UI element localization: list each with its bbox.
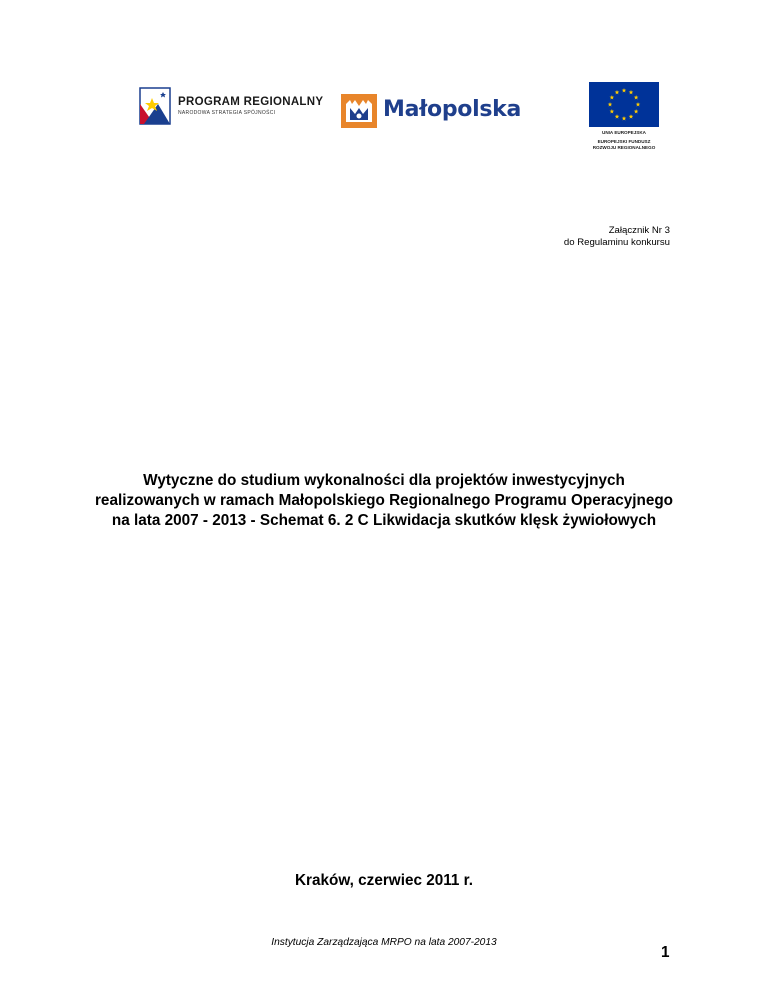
malopolska-logo [341,94,541,128]
annex-line-2: do Regulaminu konkursu [563,237,670,248]
eu-flag-icon [589,82,659,127]
footer-institution: Instytucja Zarządzająca MRPO na lata 2007-2013 [271,937,497,948]
eu-logo-line3: ROZWOJU REGIONALNEGO [592,145,656,150]
annex-line-1: Załącznik Nr 3 [608,225,670,236]
page-number: 1 [661,944,670,961]
program-regionalny-emblem-icon [138,84,176,130]
malopolska-wordmark: Małopolska [383,97,521,122]
program-logo-title: PROGRAM REGIONALNY [178,96,324,108]
program-logo-subtitle: NARODOWA STRATEGIA SPÓJNOŚCI [178,110,276,116]
annex-note [564,225,670,249]
program-regionalny-logo [138,84,338,130]
eu-logo [583,82,665,162]
eu-logo-line1: UNIA EUROPEJSKA [602,130,646,135]
title-line-3: na lata 2007 - 2013 - Schemat 6. 2 C Likwidacja skutków klęsk żywiołowych [111,512,657,529]
title-line-2: realizowanych w ramach Małopolskiego Regionalnego Programu Operacyjnego [94,492,674,509]
title-line-1: Wytyczne do studium wykonalności dla projektów inwestycyjnych [143,472,625,489]
eu-logo-line2: EUROPEJSKI FUNDUSZ [597,139,651,144]
document-title [60,471,708,531]
logo-header [0,0,768,170]
malopolska-emblem-icon [341,94,377,128]
place-and-date: Kraków, czerwiec 2011 r. [294,872,473,889]
